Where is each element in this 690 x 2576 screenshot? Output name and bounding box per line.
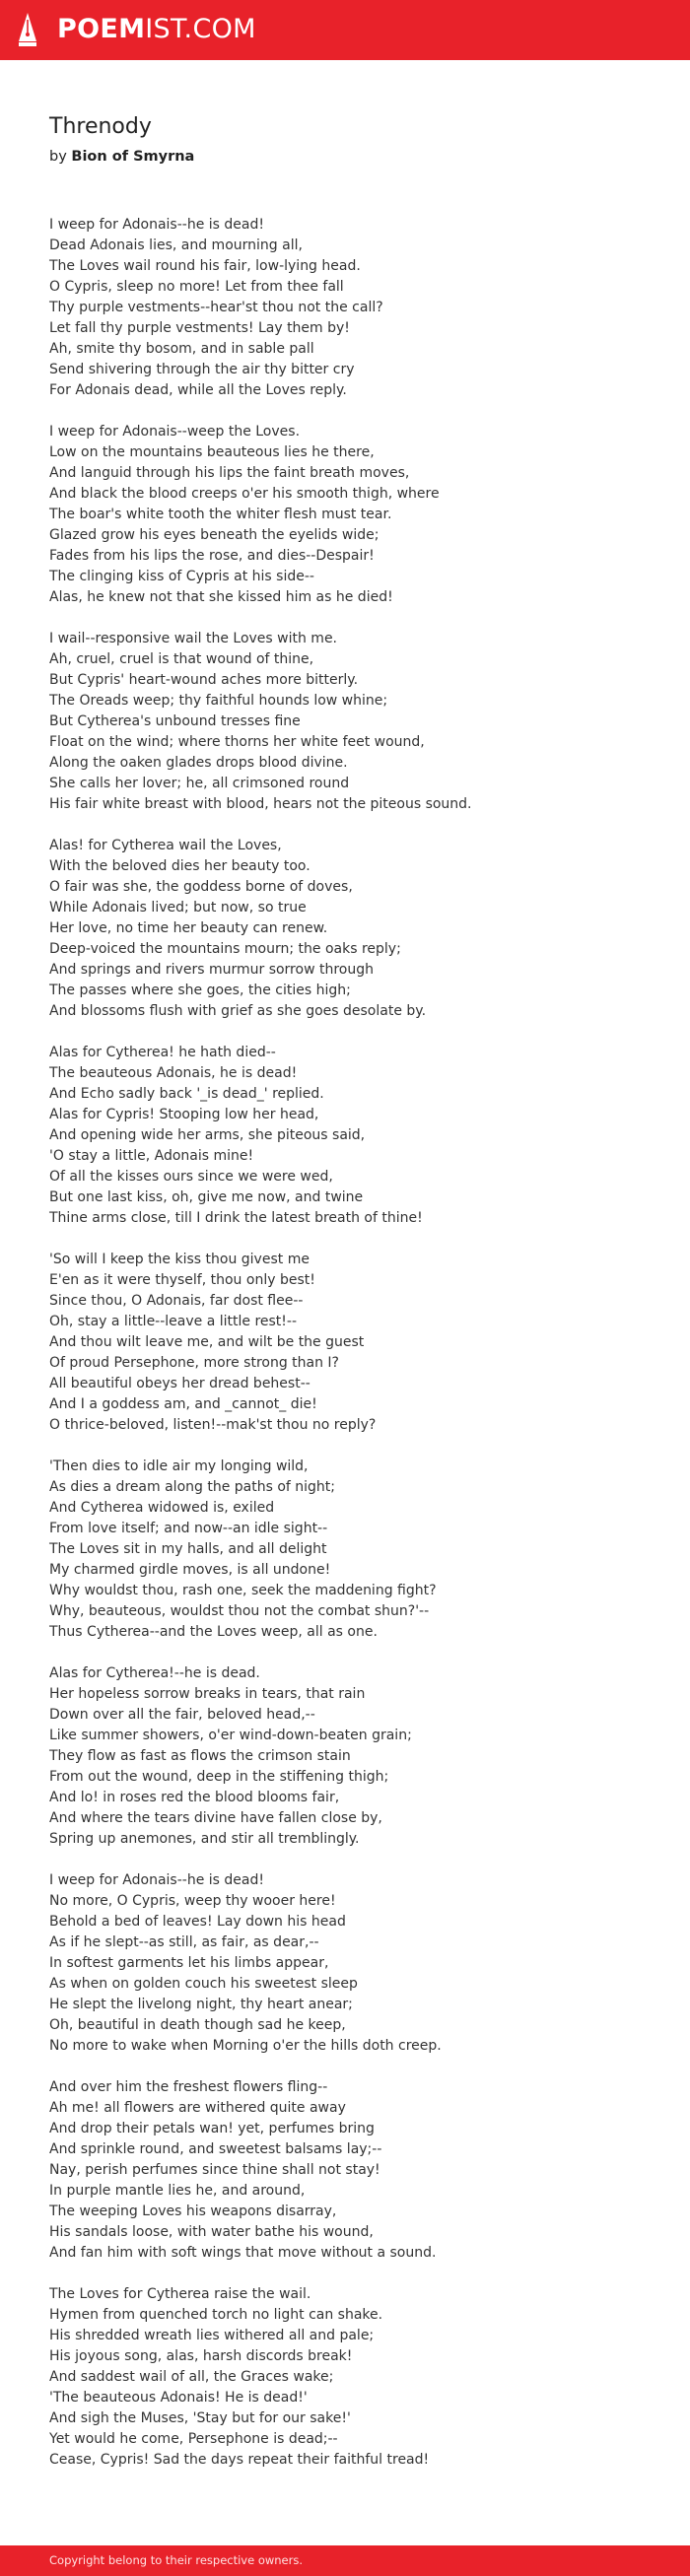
poem-line: I wail--responsive wail the Loves with me.	[49, 631, 338, 646]
site-footer	[0, 2545, 690, 2576]
stanza	[49, 629, 670, 815]
poem-line: They flow as fast as flows the crimson stain	[49, 1748, 351, 1764]
poem-line: The Loves for Cytherea raise the wail.	[49, 2286, 311, 2302]
stanza	[49, 2284, 670, 2471]
poem-line: The beauteous Adonais, he is dead!	[49, 1065, 298, 1081]
poem-line: And sprinkle round, and sweetest balsams lay;--	[49, 2141, 382, 2157]
poem-line: Dead Adonais lies, and mourning all,	[49, 237, 303, 253]
poem-line: Ah me! all flowers are withered quite away	[49, 2100, 346, 2116]
poem-line: And thou wilt leave me, and wilt be the guest	[49, 1334, 365, 1350]
stanza	[49, 2077, 670, 2264]
poem-line: And Echo sadly back '_is dead_' replied.	[49, 1086, 324, 1102]
poem-line: Oh, stay a little--leave a little rest!--	[49, 1314, 298, 1329]
poem-line: 'Then dies to idle air my longing wild,	[49, 1458, 309, 1474]
poem-line: Deep-voiced the mountains mourn; the oaks reply;	[49, 941, 401, 957]
poem-line: She calls her lover; he, all crimsoned round	[49, 776, 350, 791]
poem-line: E'en as it were thyself, thou only best!	[49, 1272, 315, 1288]
poem-line: The Oreads weep; thy faithful hounds low whine;	[49, 693, 388, 709]
poem-body	[49, 215, 670, 2491]
poem-line: Why, beauteous, wouldst thou not the combat shun?'--	[49, 1603, 430, 1619]
poem-line: And sigh the Muses, 'Stay but for our sake!'	[49, 2410, 351, 2426]
stanza	[49, 1457, 670, 1643]
poem-line: Thy purple vestments--hear'st thou not the call?	[49, 300, 383, 315]
poem-line: Like summer showers, o'er wind-down-beaten grain;	[49, 1728, 412, 1743]
poem-line: Why wouldst thou, rash one, seek the maddening fight?	[49, 1583, 437, 1598]
logo-text-bold: POEM	[57, 14, 146, 44]
poem-line: And saddest wail of all, the Graces wake;	[49, 2369, 334, 2385]
poem-line: Since thou, O Adonais, far dost flee--	[49, 1293, 304, 1309]
site-logo[interactable]	[57, 14, 256, 45]
poem-line: I weep for Adonais--he is dead!	[49, 217, 264, 233]
copyright-text: Copyright belong to their respective owners.	[49, 2553, 304, 2567]
poem-line: From out the wound, deep in the stiffening thigh;	[49, 1769, 389, 1785]
poem-line: The boar's white tooth the whiter flesh must tear.	[49, 507, 392, 522]
poem-line: Let fall thy purple vestments! Lay them by!	[49, 320, 350, 336]
poem-line: And I a goddess am, and _cannot_ die!	[49, 1396, 317, 1412]
stanza	[49, 1043, 670, 1229]
poem-line: Along the oaken glades drops blood divine.	[49, 755, 348, 771]
poem-line: While Adonais lived; but now, so true	[49, 900, 307, 915]
poem-line: From love itself; and now--an idle sight--	[49, 1521, 328, 1536]
poem-line: As when on golden couch his sweetest sleep	[49, 1976, 358, 1992]
poem-line: 'So will I keep the kiss thou givest me	[49, 1252, 310, 1267]
poem-line: Glazed grow his eyes beneath the eyelids wide;	[49, 527, 380, 543]
poem-line: The clinging kiss of Cypris at his side--	[49, 569, 314, 584]
poem-line: His fair white breast with blood, hears not the piteous sound.	[49, 796, 472, 812]
poem-line: The Loves sit in my halls, and all delight	[49, 1541, 327, 1557]
site-header	[0, 0, 690, 60]
poem-line: But one last kiss, oh, give me now, and twine	[49, 1189, 364, 1205]
poem-line: Her love, no time her beauty can renew.	[49, 920, 328, 936]
poem-line: With the beloved dies her beauty too.	[49, 858, 310, 874]
poem-line: Alas for Cytherea!--he is dead.	[49, 1665, 260, 1681]
stanza	[49, 836, 670, 1022]
poem-line: Nay, perish perfumes since thine shall not stay!	[49, 2162, 380, 2178]
poem-line: Ah, cruel, cruel is that wound of thine,	[49, 651, 314, 667]
stanza	[49, 1663, 670, 1850]
poem-line: For Adonais dead, while all the Loves reply.	[49, 382, 347, 398]
poem-line: I weep for Adonais--he is dead!	[49, 1872, 264, 1888]
poem-line: He slept the livelong night, thy heart anear;	[49, 1997, 353, 2012]
poem-line: Thine arms close, till I drink the latest breath of thine!	[49, 1210, 423, 1226]
poem-line: And lo! in roses red the blood blooms fair,	[49, 1790, 340, 1805]
poem-line: As dies a dream along the paths of night;	[49, 1479, 336, 1495]
logo-text-light: IST.COM	[145, 14, 256, 44]
author-name[interactable]: Bion of Smyrna	[71, 149, 195, 165]
poem-line: Of proud Persephone, more strong than I?	[49, 1355, 339, 1371]
poem-line: O fair was she, the goddess borne of doves,	[49, 879, 353, 895]
stanza	[49, 422, 670, 608]
poem-line: Float on the wind; where thorns her white feet wound,	[49, 734, 425, 750]
poem-line: But Cypris' heart-wound aches more bitterly.	[49, 672, 359, 688]
poem-line: And fan him with soft wings that move without a sound.	[49, 2245, 437, 2261]
poem-line: As if he slept--as still, as fair, as dear,--	[49, 1934, 319, 1950]
poem-line: Cease, Cypris! Sad the days repeat their faithful tread!	[49, 2452, 430, 2468]
poem-line: His sandals loose, with water bathe his wound,	[49, 2224, 374, 2240]
poem-line: Oh, beautiful in death though sad he keep,	[49, 2017, 346, 2033]
poem-line: And springs and rivers murmur sorrow through	[49, 962, 374, 978]
poem-line: And Cytherea widowed is, exiled	[49, 1500, 275, 1516]
poem-line: And where the tears divine have fallen close by,	[49, 1810, 382, 1826]
poem-byline	[49, 147, 194, 167]
poem-line: Hymen from quenched torch no light can shake.	[49, 2307, 383, 2323]
poem-line: Alas for Cypris! Stooping low her head,	[49, 1107, 319, 1122]
poem-line: His joyous song, alas, harsh discords break!	[49, 2348, 353, 2364]
poem-line: Alas, he knew not that she kissed him as he died!	[49, 589, 393, 605]
poem-line: And opening wide her arms, she piteous said,	[49, 1127, 366, 1143]
pen-nib-icon[interactable]	[18, 12, 37, 47]
poem-line: 'The beauteous Adonais! He is dead!'	[49, 2390, 308, 2406]
stanza	[49, 215, 670, 401]
poem-line: No more to wake when Morning o'er the hills doth creep.	[49, 2038, 442, 2054]
poem-line: But Cytherea's unbound tresses fine	[49, 713, 301, 729]
poem-line: The passes where she goes, the cities high;	[49, 983, 351, 998]
poem-line: The weeping Loves his weapons disarray,	[49, 2203, 337, 2219]
poem-line: In purple mantle lies he, and around,	[49, 2183, 306, 2199]
poem-line: I weep for Adonais--weep the Loves.	[49, 424, 301, 440]
by-prefix: by	[49, 149, 67, 165]
poem-line: In softest garments let his limbs appear,	[49, 1955, 329, 1971]
poem-line: Behold a bed of leaves! Lay down his head	[49, 1914, 346, 1930]
poem-line: Fades from his lips the rose, and dies--Despair!	[49, 548, 375, 564]
poem-line: And over him the freshest flowers fling--	[49, 2079, 328, 2095]
poem-line: Down over all the fair, beloved head,--	[49, 1707, 315, 1723]
poem-line: Alas for Cytherea! he hath died--	[49, 1045, 276, 1060]
poem-line: O thrice-beloved, listen!--mak'st thou no reply?	[49, 1417, 377, 1433]
poem-title: Threnody	[49, 114, 152, 139]
poem-line: My charmed girdle moves, is all undone!	[49, 1562, 331, 1578]
poem-line: Low on the mountains beauteous lies he there,	[49, 444, 375, 460]
poem-line: Alas! for Cytherea wail the Loves,	[49, 838, 282, 853]
poem-line: All beautiful obeys her dread behest--	[49, 1376, 310, 1391]
poem-line: Of all the kisses ours since we were wed,	[49, 1169, 333, 1185]
poem-line: Thus Cytherea--and the Loves weep, all as one.	[49, 1624, 378, 1640]
poem-line: Yet would he come, Persephone is dead;--	[49, 2431, 338, 2447]
poem-line: O Cypris, sleep no more! Let from thee fall	[49, 279, 344, 295]
poem-line: Her hopeless sorrow breaks in tears, that rain	[49, 1686, 366, 1702]
poem-line: Ah, smite thy bosom, and in sable pall	[49, 341, 314, 357]
poem-line: And drop their petals wan! yet, perfumes bring	[49, 2121, 375, 2136]
poem-line: Send shivering through the air thy bitter cry	[49, 362, 355, 377]
poem-line: His shredded wreath lies withered all and pale;	[49, 2328, 375, 2343]
poem-line: And black the blood creeps o'er his smooth thigh, where	[49, 486, 440, 502]
stanza	[49, 1250, 670, 1436]
poem-line: Spring up anemones, and stir all tremblingly.	[49, 1831, 360, 1847]
stanza	[49, 1870, 670, 2057]
poem-line: No more, O Cypris, weep thy wooer here!	[49, 1893, 336, 1909]
poem-line: 'O stay a little, Adonais mine!	[49, 1148, 254, 1164]
poem-line: And languid through his lips the faint breath moves,	[49, 465, 410, 481]
poem-line: And blossoms flush with grief as she goes desolate by.	[49, 1003, 427, 1019]
poem-line: The Loves wail round his fair, low-lying head.	[49, 258, 361, 274]
